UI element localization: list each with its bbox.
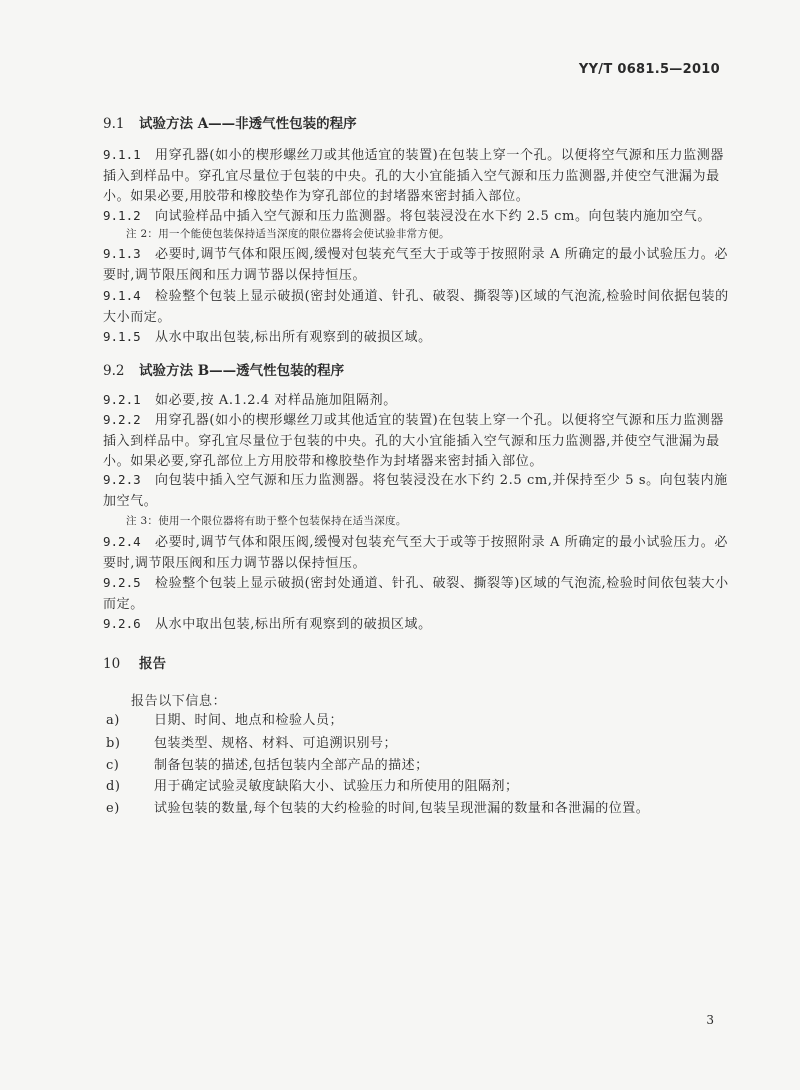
section-number: 9.2 <box>103 363 125 379</box>
clause-text: 向试验样品中插入空气源和压力监测器。将包装浸没在水下约 2.5 cm。向包装内施加空气。 <box>155 209 711 224</box>
list-item <box>106 799 746 819</box>
list-item <box>106 756 746 776</box>
clause-number: 9.2.2 <box>103 412 141 427</box>
list-item-label: a) <box>106 713 120 728</box>
paragraph-9-1-5 <box>103 327 733 349</box>
list-item <box>106 734 746 754</box>
clause-text: 检验整个包装上显示破损(密封处通道、针孔、破裂、撕裂等)区域的气泡流,检验时间依包装大小而定。 <box>103 576 729 612</box>
clause-number: 9.2.1 <box>103 392 141 407</box>
clause-number: 9.2.6 <box>103 616 141 631</box>
clause-number: 9.1.2 <box>103 208 141 223</box>
paragraph-9-2-5 <box>103 573 733 615</box>
note-3: 注 3：使用一个限位器将有助于整个包装保持在适当深度。 <box>126 515 407 527</box>
section-heading-9-1 <box>103 112 357 132</box>
report-intro: 报告以下信息： <box>131 694 227 709</box>
section-heading-10 <box>103 652 166 672</box>
list-item-label: c) <box>106 758 120 773</box>
list-item <box>106 711 746 731</box>
clause-text: 必要时,调节气体和限压阀,缓慢对包装充气至大于或等于按照附录 A 所确定的最小试验压力。必要时,调节限压阀和压力调节器以保持恒压。 <box>103 247 728 283</box>
list-item-text: 制备包装的描述,包括包装内全部产品的描述； <box>154 758 429 773</box>
section-title: 试验方法 B——透气性包装的程序 <box>139 363 345 379</box>
section-heading-9-2 <box>103 359 344 379</box>
clause-text: 向包装中插入空气源和压力监测器。将包装浸没在水下约 2.5 cm,并保持至少 5 s。向包装内施加空气。 <box>103 473 728 509</box>
page-number: 3 <box>706 1013 714 1027</box>
section-title: 试验方法 A——非透气性包装的程序 <box>139 116 357 132</box>
clause-text: 必要时,调节气体和限压阀,缓慢对包装充气至大于或等于按照附录 A 所确定的最小试验压力。必要时,调节限压阀和压力调节器以保持恒压。 <box>103 535 728 571</box>
list-item-text: 用于确定试验灵敏度缺陷大小、试验压力和所使用的阻隔剂； <box>154 779 519 794</box>
list-item <box>106 777 746 797</box>
paragraph-9-1-2 <box>103 206 733 228</box>
list-item-label: b) <box>106 736 121 751</box>
clause-text: 检验整个包装上显示破损(密封处通道、针孔、破裂、撕裂等)区域的气泡流,检验时间依据包装的大小而定。 <box>103 289 729 325</box>
list-item-label: e) <box>106 801 120 816</box>
clause-text: 从水中取出包装,标出所有观察到的破损区域。 <box>155 330 432 345</box>
paragraph-9-2-2 <box>103 410 733 473</box>
clause-text: 如必要,按 A.1.2.4 对样品施加阻隔剂。 <box>155 393 397 408</box>
clause-number: 9.2.5 <box>103 575 141 590</box>
clause-text: 用穿孔器(如小的楔形螺丝刀或其他适宜的装置)在包装上穿一个孔。以便将空气源和压力监测器插入到样品中。穿孔宜尽量位于包装的中央。孔的大小宜能插入空气源和压力监测器,并使空气泄漏为最小。如果必要,穿孔部位上方用胶带和橡胶垫作为封堵器来密封插入部位。 <box>103 413 724 469</box>
section-number: 9.1 <box>103 116 125 132</box>
paragraph-9-1-1 <box>103 145 733 208</box>
clause-number: 9.2.4 <box>103 534 141 549</box>
list-item-label: d) <box>106 779 121 794</box>
paragraph-9-1-3 <box>103 244 733 286</box>
clause-text: 用穿孔器(如小的楔形螺丝刀或其他适宜的装置)在包装上穿一个孔。以便将空气源和压力监测器插入到样品中。穿孔宜尽量位于包装的中央。孔的大小宜能插入空气源和压力监测器,并使空气泄漏为最小。如果必要,用胶带和橡胶垫作为穿孔部位的封堵器來密封插入部位。 <box>103 148 724 204</box>
paragraph-9-2-4 <box>103 532 733 574</box>
list-item-text: 包装类型、规格、材料、可追溯识别号； <box>154 736 398 751</box>
paragraph-9-2-6 <box>103 614 733 636</box>
clause-number: 9.2.3 <box>103 472 141 487</box>
clause-text: 从水中取出包装,标出所有观察到的破损区域。 <box>155 617 432 632</box>
paragraph-9-2-1 <box>103 390 733 412</box>
clause-number: 9.1.4 <box>103 288 141 303</box>
list-item-text: 试验包装的数量,每个包装的大约检验的时间,包装呈现泄漏的数量和各泄漏的位置。 <box>154 801 650 816</box>
clause-number: 9.1.1 <box>103 147 141 162</box>
section-number: 10 <box>103 656 121 672</box>
standard-code: YY/T 0681.5—2010 <box>578 62 720 77</box>
clause-number: 9.1.5 <box>103 329 141 344</box>
clause-number: 9.1.3 <box>103 246 141 261</box>
paragraph-9-2-3 <box>103 470 733 512</box>
note-2: 注 2：用一个能使包装保持适当深度的限位器将会使试验非常方便。 <box>126 228 450 240</box>
section-title: 报告 <box>139 656 166 672</box>
paragraph-9-1-4 <box>103 286 733 328</box>
list-item-text: 日期、时间、地点和检验人员； <box>154 713 344 728</box>
